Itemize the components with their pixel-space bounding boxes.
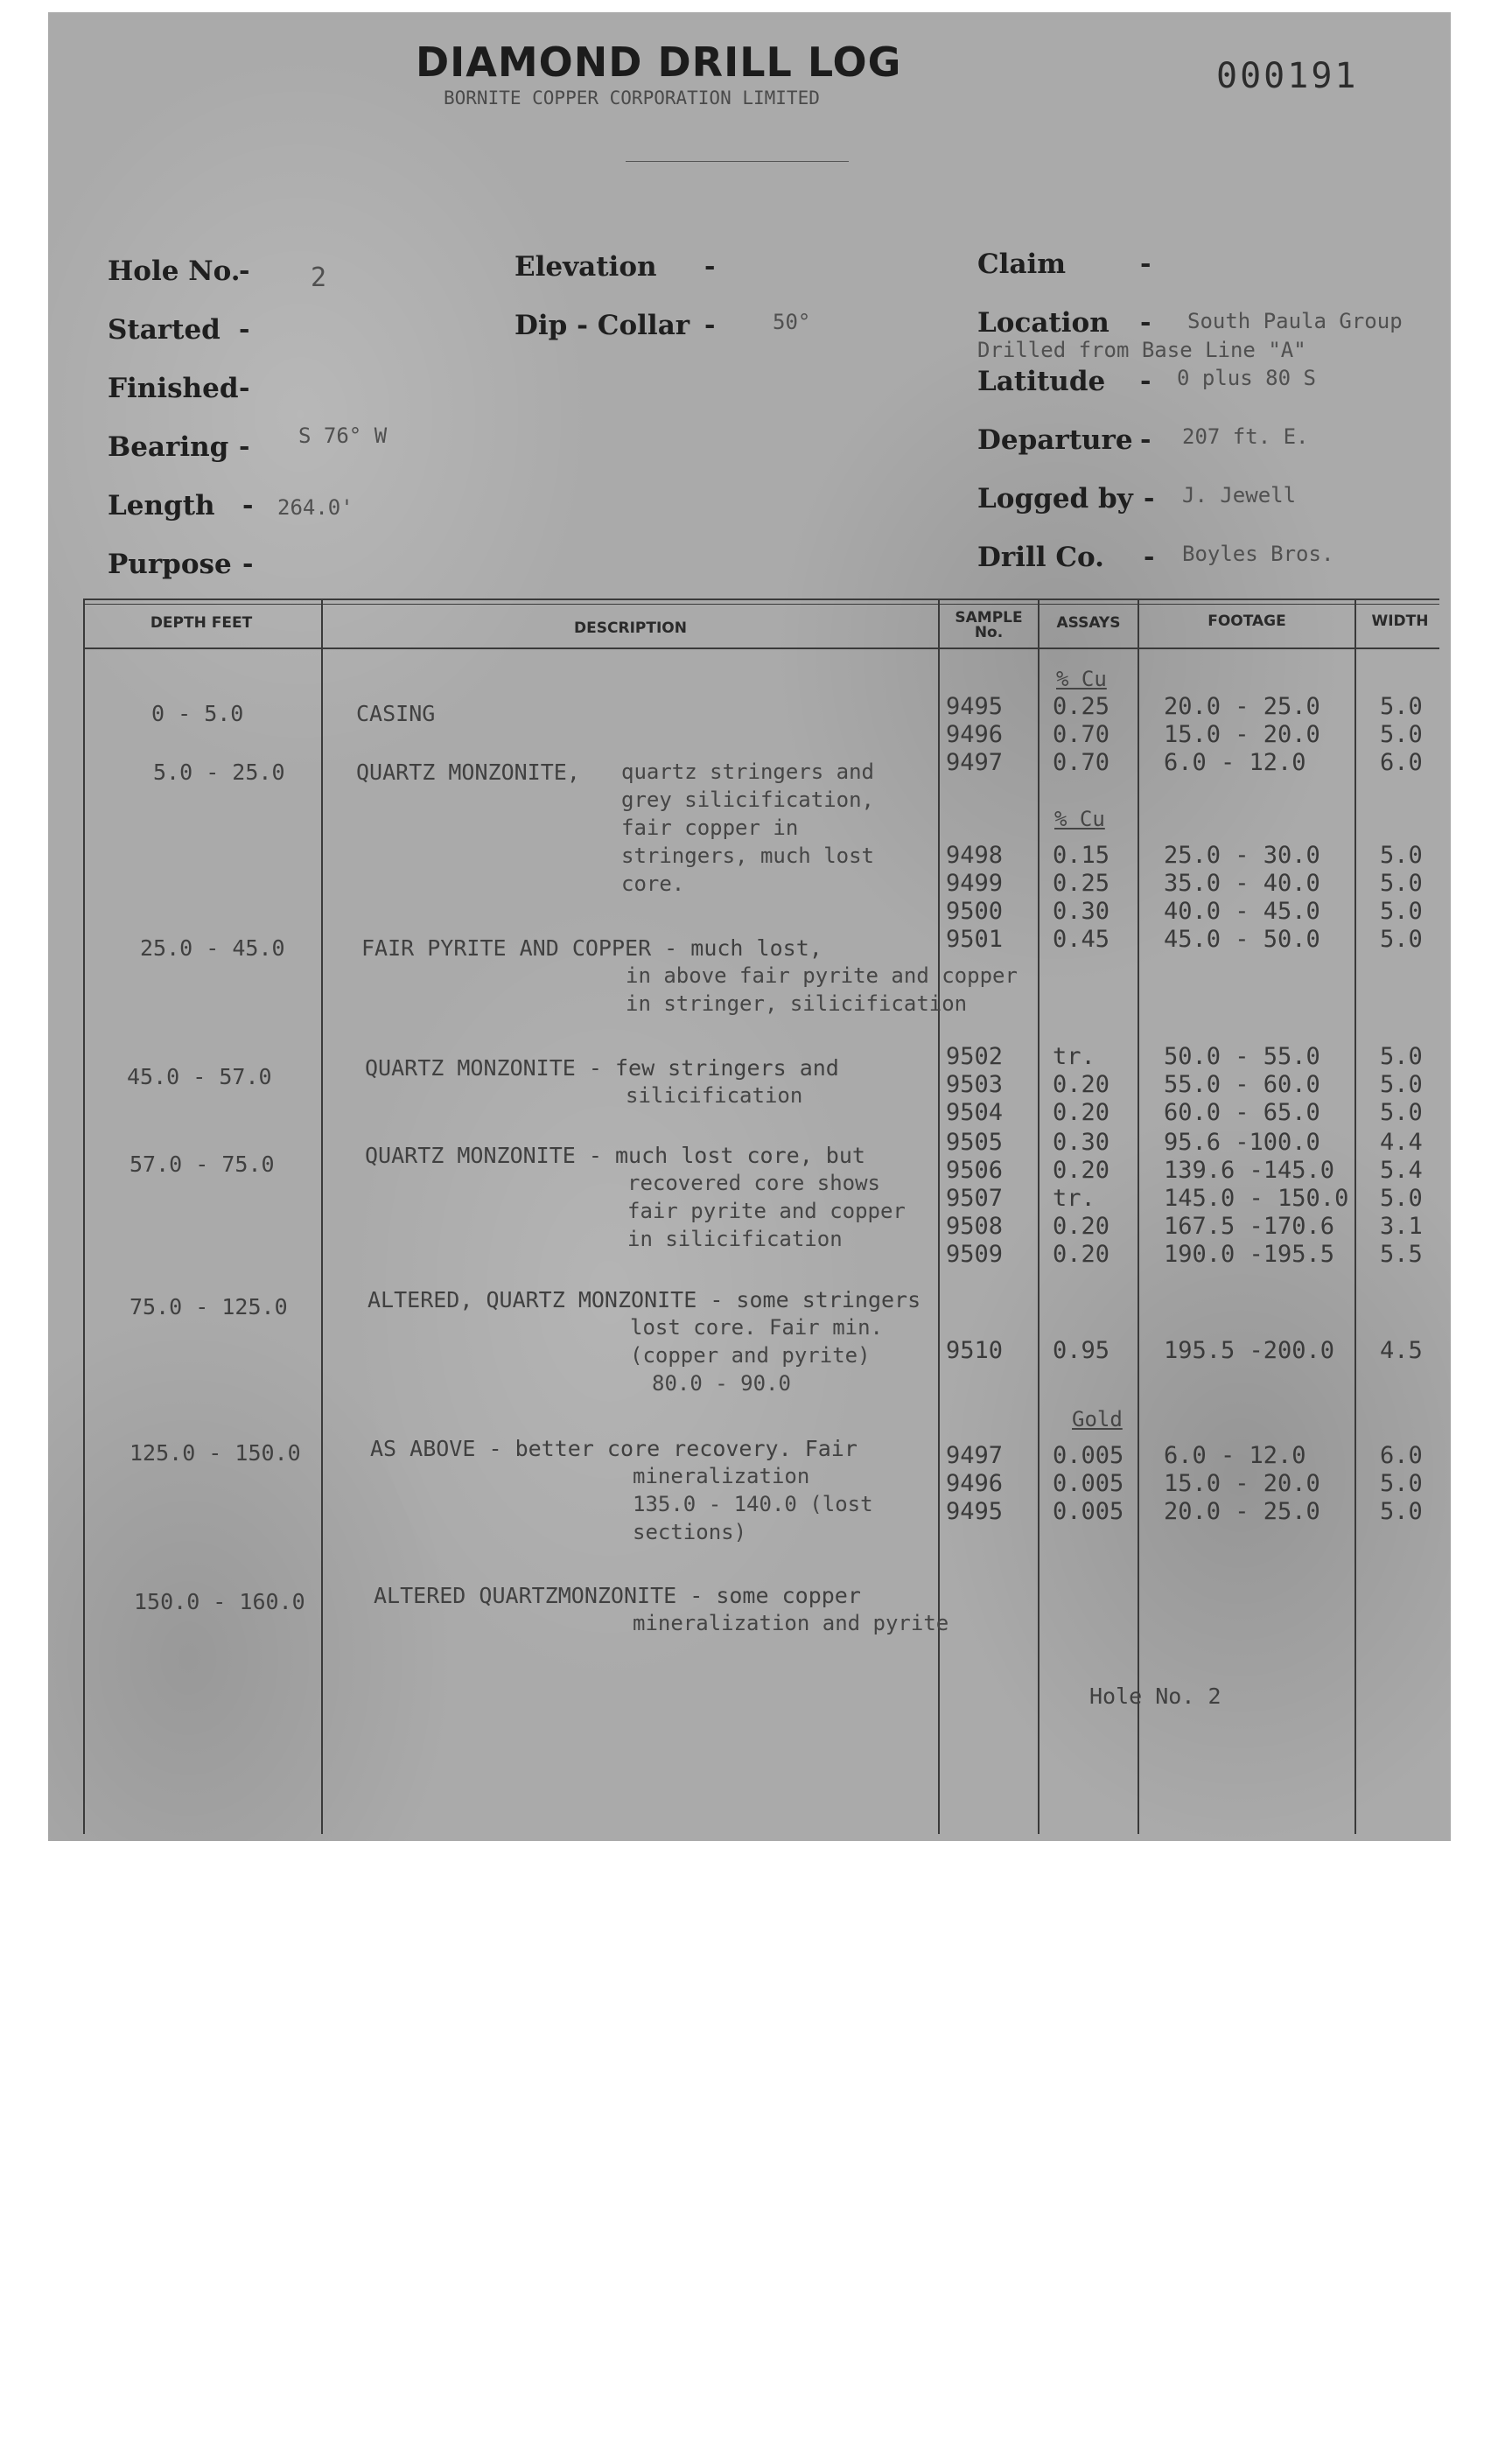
depth-cell: 125.0 - 150.0	[130, 1440, 301, 1466]
sample-number-cell: 9507	[946, 1185, 1004, 1212]
elevation-label: Elevation	[514, 251, 657, 283]
sample-number-cell: 9495	[946, 1498, 1004, 1525]
assay-value-cell: 0.20	[1053, 1099, 1110, 1126]
description-line: (copper and pyrite)	[630, 1343, 871, 1368]
width-cell: 5.0	[1380, 1470, 1423, 1497]
departure-value: 207 ft. E.	[1182, 424, 1309, 449]
length-label: Length	[108, 490, 215, 522]
drill-co-dash: -	[1144, 542, 1155, 572]
description-line: recovered core shows	[627, 1171, 880, 1195]
sample-number-cell: 9497	[946, 1442, 1004, 1469]
assay-header-cu: % Cu	[1056, 667, 1107, 691]
company-name: BORNITE COPPER CORPORATION LIMITED	[444, 88, 820, 108]
width-cell: 5.0	[1380, 842, 1423, 869]
assay-value-cell: tr.	[1053, 1185, 1096, 1212]
departure-dash: -	[1140, 424, 1152, 455]
header-assays: ASSAYS	[1056, 614, 1121, 632]
footage-range-cell: 25.0 - 30.0	[1164, 842, 1320, 869]
col-divider-depth	[321, 600, 323, 1834]
width-cell: 5.0	[1380, 1099, 1423, 1126]
assay-value-cell: tr.	[1053, 1043, 1096, 1070]
assay-value-cell: 0.20	[1053, 1157, 1110, 1184]
width-cell: 5.0	[1380, 898, 1423, 925]
description-head: CASING	[356, 701, 436, 726]
width-cell: 5.0	[1380, 926, 1423, 953]
bearing-value: S 76° W	[298, 424, 388, 448]
logged-by-label: Logged by	[977, 483, 1133, 514]
assay-value-cell: 0.45	[1053, 926, 1110, 953]
assay-value-cell: 0.20	[1053, 1241, 1110, 1268]
assay-value-cell: 0.005	[1053, 1498, 1124, 1525]
description-line: mineralization and pyrite	[633, 1611, 949, 1635]
width-cell: 5.4	[1380, 1157, 1423, 1184]
assay-header-gold: Gold	[1072, 1407, 1123, 1432]
description-head: QUARTZ MONZONITE - few stringers and	[365, 1055, 839, 1081]
length-dash: -	[242, 490, 254, 521]
table-top-rule-inner	[83, 604, 1439, 605]
sample-number-cell: 9495	[946, 693, 1004, 720]
col-divider-left	[83, 600, 85, 1834]
footage-range-cell: 6.0 - 12.0	[1164, 749, 1306, 776]
hole-no-label: Hole No.	[108, 256, 241, 287]
footage-range-cell: 15.0 - 20.0	[1164, 721, 1320, 748]
description-line: in silicification	[627, 1227, 843, 1251]
location-value: South Paula Group	[1187, 309, 1403, 333]
footage-range-cell: 20.0 - 25.0	[1164, 693, 1320, 720]
drill-co-value: Boyles Bros.	[1182, 542, 1334, 566]
description-head: ALTERED QUARTZMONZONITE - some copper	[374, 1583, 861, 1608]
sample-number-cell: 9509	[946, 1241, 1004, 1268]
assay-value-cell: 0.25	[1053, 693, 1110, 720]
col-divider-footage	[1354, 600, 1356, 1834]
assay-value-cell: 0.95	[1053, 1337, 1110, 1364]
logged-by-dash: -	[1144, 483, 1155, 514]
header-depth: DEPTH FEET	[150, 614, 253, 632]
latitude-value: 0 plus 80 S	[1177, 366, 1316, 390]
description-line: silicification	[626, 1083, 803, 1108]
footage-range-cell: 195.5 -200.0	[1164, 1337, 1335, 1364]
depth-cell: 150.0 - 160.0	[134, 1589, 305, 1614]
width-cell: 5.0	[1380, 693, 1423, 720]
description-line: mineralization	[633, 1464, 810, 1488]
description-line: 135.0 - 140.0 (lost	[633, 1492, 873, 1516]
sample-number-cell: 9506	[946, 1157, 1004, 1184]
width-cell: 5.0	[1380, 1185, 1423, 1212]
purpose-label: Purpose	[108, 549, 232, 580]
assay-value-cell: 0.005	[1053, 1442, 1124, 1469]
description-line: fair copper in	[621, 816, 799, 840]
table-header-rule	[83, 648, 1439, 649]
location-dash: -	[1140, 307, 1152, 338]
description-line: lost core. Fair min.	[630, 1315, 883, 1340]
width-cell: 6.0	[1380, 749, 1423, 776]
claim-label: Claim	[977, 248, 1067, 280]
description-line: in above fair pyrite and copper	[626, 963, 1018, 988]
assay-value-cell: 0.20	[1053, 1071, 1110, 1098]
col-divider-description	[938, 600, 940, 1834]
footage-range-cell: 40.0 - 45.0	[1164, 898, 1320, 925]
description-line: 80.0 - 90.0	[652, 1371, 791, 1396]
elevation-dash: -	[704, 251, 716, 282]
footage-range-cell: 190.0 -195.5	[1164, 1241, 1335, 1268]
assay-value-cell: 0.30	[1053, 1129, 1110, 1156]
sample-number-cell: 9508	[946, 1213, 1004, 1240]
description-line: quartz stringers and	[621, 760, 874, 784]
footage-range-cell: 60.0 - 65.0	[1164, 1099, 1320, 1126]
dip-collar-label: Dip - Collar	[514, 310, 690, 341]
footage-range-cell: 45.0 - 50.0	[1164, 926, 1320, 953]
sample-number-cell: 9510	[946, 1337, 1004, 1364]
width-cell: 5.0	[1380, 721, 1423, 748]
description-head: AS ABOVE - better core recovery. Fair	[370, 1436, 858, 1461]
width-cell: 5.0	[1380, 1043, 1423, 1070]
departure-label: Departure	[977, 424, 1133, 456]
footage-range-cell: 95.6 -100.0	[1164, 1129, 1320, 1156]
header-width: WIDTH	[1371, 612, 1429, 630]
location-label: Location	[977, 307, 1110, 339]
assay-value-cell: 0.30	[1053, 898, 1110, 925]
depth-cell: 5.0 - 25.0	[153, 760, 285, 785]
document-title: DIAMOND DRILL LOG	[416, 38, 902, 86]
length-value: 264.0'	[277, 495, 354, 520]
drill-log-sheet	[48, 12, 1451, 1841]
hole-no-dash: -	[239, 256, 250, 286]
assay-value-cell: 0.70	[1053, 721, 1110, 748]
finished-label: Finished	[108, 373, 239, 404]
width-cell: 5.0	[1380, 870, 1423, 897]
width-cell: 6.0	[1380, 1442, 1423, 1469]
width-cell: 5.0	[1380, 1071, 1423, 1098]
table-top-rule	[83, 598, 1439, 600]
header-footage: FOOTAGE	[1208, 612, 1286, 630]
footage-range-cell: 139.6 -145.0	[1164, 1157, 1335, 1184]
assay-value-cell: 0.15	[1053, 842, 1110, 869]
sample-number-cell: 9504	[946, 1099, 1004, 1126]
description-line: stringers, much lost	[621, 844, 874, 868]
header-description: DESCRIPTION	[574, 620, 687, 637]
assay-value-cell: 0.70	[1053, 749, 1110, 776]
logged-by-value: J. Jewell	[1182, 483, 1297, 508]
description-line: grey silicification,	[621, 788, 874, 812]
claim-dash: -	[1140, 248, 1152, 279]
description-head: QUARTZ MONZONITE - much lost core, but	[365, 1143, 865, 1168]
bearing-dash: -	[239, 431, 250, 462]
depth-cell: 57.0 - 75.0	[130, 1152, 275, 1177]
latitude-dash: -	[1140, 366, 1152, 396]
width-cell: 3.1	[1380, 1213, 1423, 1240]
depth-cell: 0 - 5.0	[151, 701, 244, 726]
footage-range-cell: 20.0 - 25.0	[1164, 1498, 1320, 1525]
sample-number-cell: 9503	[946, 1071, 1004, 1098]
assay-header-cu: % Cu	[1054, 807, 1105, 831]
width-cell: 4.5	[1380, 1337, 1423, 1364]
footage-range-cell: 6.0 - 12.0	[1164, 1442, 1306, 1469]
document-number: 000191	[1216, 56, 1359, 96]
assay-value-cell: 0.20	[1053, 1213, 1110, 1240]
sample-number-cell: 9501	[946, 926, 1004, 953]
drill-co-label: Drill Co.	[977, 542, 1104, 573]
assay-value-cell: 0.25	[1053, 870, 1110, 897]
sample-number-cell: 9498	[946, 842, 1004, 869]
description-line: core.	[621, 872, 685, 896]
dip-collar-value: 50°	[773, 310, 811, 334]
footage-range-cell: 35.0 - 40.0	[1164, 870, 1320, 897]
location-note: Drilled from Base Line "A"	[977, 338, 1306, 362]
sample-number-cell: 9496	[946, 1470, 1004, 1497]
description-head: ALTERED, QUARTZ MONZONITE - some stringers	[368, 1287, 921, 1312]
width-cell: 5.5	[1380, 1241, 1423, 1268]
purpose-dash: -	[242, 549, 254, 579]
description-head: FAIR PYRITE AND COPPER - much lost,	[361, 935, 822, 961]
sample-number-cell: 9502	[946, 1043, 1004, 1070]
footage-range-cell: 15.0 - 20.0	[1164, 1470, 1320, 1497]
started-dash: -	[239, 314, 250, 345]
col-divider-sample	[1038, 600, 1040, 1834]
dip-collar-dash: -	[704, 310, 716, 340]
footage-range-cell: 50.0 - 55.0	[1164, 1043, 1320, 1070]
sample-number-cell: 9499	[946, 870, 1004, 897]
sample-number-cell: 9500	[946, 898, 1004, 925]
sample-number-cell: 9497	[946, 749, 1004, 776]
sample-number-cell: 9505	[946, 1129, 1004, 1156]
header-sample: SAMPLE No.	[955, 609, 1023, 641]
col-divider-assays	[1138, 600, 1139, 1834]
width-cell: 5.0	[1380, 1498, 1423, 1525]
hole-no-value: 2	[311, 262, 327, 293]
width-cell: 4.4	[1380, 1129, 1423, 1156]
depth-cell: 75.0 - 125.0	[130, 1294, 288, 1320]
depth-cell: 45.0 - 57.0	[127, 1064, 272, 1089]
description-line: in stringer, silicification	[626, 991, 968, 1016]
bearing-label: Bearing	[108, 431, 229, 463]
sample-number-cell: 9496	[946, 721, 1004, 748]
depth-cell: 25.0 - 45.0	[140, 935, 285, 961]
description-line: fair pyrite and copper	[627, 1199, 906, 1223]
latitude-label: Latitude	[977, 366, 1106, 397]
footage-range-cell: 145.0 - 150.0	[1164, 1185, 1349, 1212]
footer-hole-number: Hole No. 2	[1089, 1684, 1222, 1709]
footage-range-cell: 167.5 -170.6	[1164, 1213, 1335, 1240]
footage-range-cell: 55.0 - 60.0	[1164, 1071, 1320, 1098]
assay-value-cell: 0.005	[1053, 1470, 1124, 1497]
description-head: QUARTZ MONZONITE,	[356, 760, 580, 785]
description-line: sections)	[633, 1520, 747, 1544]
title-underline	[626, 161, 849, 162]
finished-dash: -	[239, 373, 250, 403]
started-label: Started	[108, 314, 220, 346]
